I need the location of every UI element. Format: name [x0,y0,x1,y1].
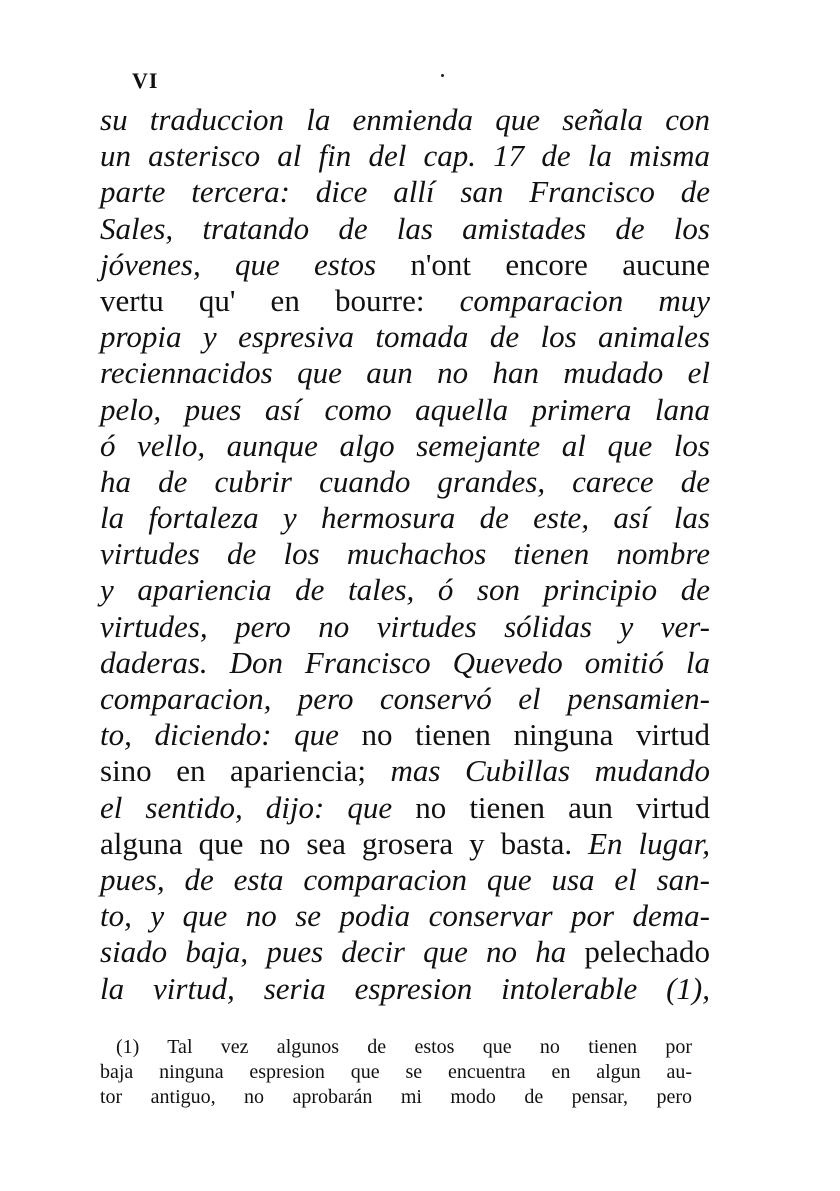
footnote-line: (1) Tal vez algunos de estos que no tienen por [116,1036,692,1058]
roman-segment: sino en apariencia; [100,753,391,789]
text-line [100,355,710,391]
italic-segment: comparacion, pero conservó el pensamien- [100,681,710,716]
italic-segment: virtudes de los muchachos tienen nombre [100,536,710,572]
italic-segment: y apariencia de tales, ó son principio de [100,572,710,608]
roman-segment: no tienen ninguna virtud [338,717,710,753]
text-line [100,536,710,572]
roman-segment: alguna que no sea grosera y basta. [100,825,589,861]
italic-segment: su traduccion la enmienda que señala con [100,102,710,137]
text-line [100,138,710,174]
italic-segment: el sentido, dijo: que [100,789,393,825]
footnote-line: tor antiguo, no aprobarán mi modo de pensar, pero [100,1086,692,1108]
text-line [100,645,710,681]
text-line [100,826,710,862]
text-line [100,971,710,1007]
italic-segment: En lugar, [588,825,710,861]
roman-segment: pelechado [566,934,710,970]
text-line [100,211,710,247]
italic-segment: la virtud, seria espresion intolerable (1), [100,970,710,1006]
text-line [100,500,710,536]
italic-segment: siado baja, pues decir que no ha [100,934,567,970]
print-speck [441,74,444,77]
italic-segment: Sales, tratando de las amistades de los [100,210,710,246]
text-line [100,753,710,789]
text-line [100,283,710,319]
text-line [100,464,710,500]
text-line [100,319,710,355]
text-line [100,790,710,826]
italic-segment: comparacion muy [459,282,710,318]
page-number: VI [132,68,159,93]
italic-segment: daderas. Don Francisco Quevedo omitió la [100,644,710,680]
text-line [100,572,710,608]
roman-segment: vertu qu' en bourre: [100,282,460,318]
italic-segment: un asterisco al fin del cap. 17 de la misma [100,138,710,174]
text-line [100,609,710,645]
roman-segment: n'ont encore aucune [376,246,710,282]
italic-segment: propia y espresiva tomada de los animales [100,319,710,355]
italic-segment: ha de cubrir cuando grandes, carece de [100,463,710,499]
italic-segment: to, y que no se podia conservar por dema- [100,898,710,934]
footnote-line: baja ninguna espresion que se encuentra en algun au- [100,1061,692,1083]
text-line [100,102,710,138]
roman-segment: no tienen aun virtud [392,789,710,825]
text-line [100,681,710,717]
text-line [100,934,710,970]
text-line [100,174,710,210]
text-line [100,717,710,753]
italic-segment: mas Cubillas mudando [390,753,710,789]
italic-segment: parte tercera: dice allí san Francisco de [100,174,710,210]
italic-segment: pues, de esta comparacion que usa el san- [100,861,710,897]
italic-segment: to, diciendo: que [100,717,339,753]
italic-segment: jóvenes, que estos [100,246,377,282]
footnote [100,1035,692,1110]
text-line [100,247,710,283]
text-line [100,428,710,464]
italic-segment: pelo, pues así como aquella primera lana [100,391,710,427]
text-line [100,862,710,898]
text-line [100,392,710,428]
italic-segment: ó vello, aunque algo semejante al que los [100,427,710,463]
italic-segment: reciennacidos que aun no han mudado el [100,355,710,391]
italic-segment: virtudes, pero no virtudes sólidas y ver- [100,608,710,644]
text-line [100,898,710,934]
main-text [100,102,710,1007]
italic-segment: la fortaleza y hermosura de este, así las [100,500,710,536]
